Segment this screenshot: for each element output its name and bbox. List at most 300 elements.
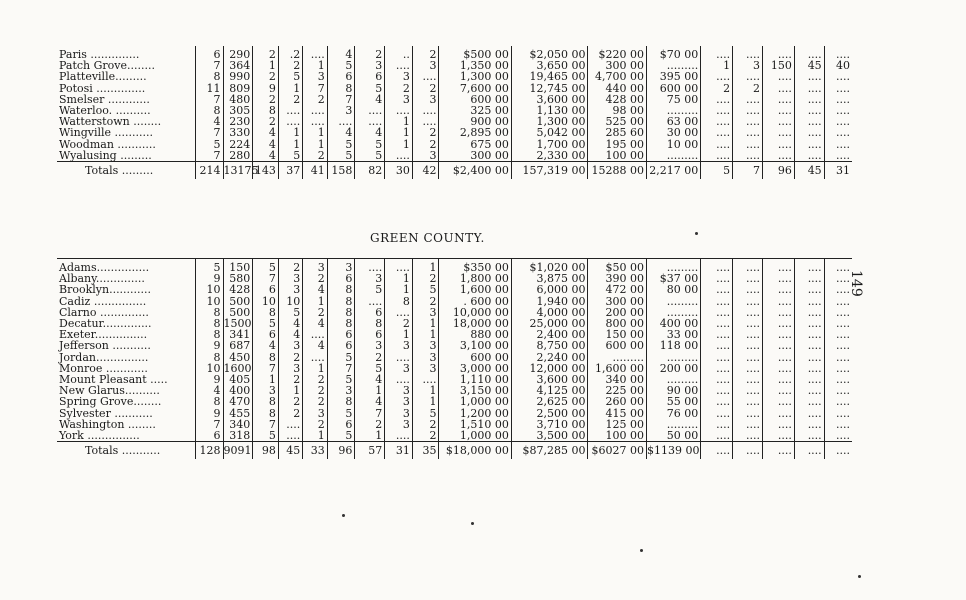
table-cell: $2,050 00 [511, 46, 588, 60]
table-cell: ......... [646, 419, 700, 430]
table-cell: 118 00 [646, 340, 700, 351]
table-cell: 2 [303, 396, 327, 407]
table-cell: .... [701, 127, 733, 138]
table-cell: 33 00 [646, 329, 700, 340]
table-cell: 3 [278, 273, 302, 284]
table-cell: 40 [824, 60, 852, 71]
table-cell: 6 [253, 329, 279, 340]
table-cell: .... [701, 352, 733, 363]
table-cell: 3,150 00 [439, 385, 511, 396]
table-row [57, 363, 852, 374]
table-cell: 9 [195, 273, 223, 284]
table-row [57, 318, 852, 329]
town-name: Totals ........... [57, 442, 195, 460]
table-cell: 280 [223, 150, 253, 162]
table-cell: 7 [253, 273, 279, 284]
table-cell: .... [794, 273, 824, 284]
table-cell: 2 [303, 307, 327, 318]
table-cell: .... [762, 284, 794, 295]
table-cell: 6 [195, 46, 223, 60]
table-cell: .... [762, 127, 794, 138]
table-cell: 8 [253, 396, 279, 407]
table-cell: 2 [278, 408, 302, 419]
table-row [57, 396, 852, 407]
table-cell: 1,130 00 [511, 105, 588, 116]
table-cell: .... [733, 340, 763, 351]
table-cell: 5 [355, 83, 385, 94]
table-cell: 96 [762, 162, 794, 180]
table-cell: 5 [412, 408, 439, 419]
table-cell: 1 [278, 139, 302, 150]
table-row [57, 60, 852, 71]
table-cell: .... [303, 105, 327, 116]
table-cell: 3 [385, 94, 413, 105]
table-cell: 5 [195, 259, 223, 274]
table-cell: 5 [355, 363, 385, 374]
table-cell: 1,200 00 [439, 408, 511, 419]
town-name: Wingville ........... [59, 126, 153, 140]
table-cell: 1 [412, 329, 439, 340]
table-cell: .... [824, 385, 852, 396]
table-cell: .... [733, 408, 763, 419]
table-cell: .... [278, 430, 302, 442]
town-table-bottom [57, 258, 852, 459]
town-name: Monroe ............ [59, 361, 148, 375]
table-cell: .... [733, 284, 763, 295]
table-cell: 3 [733, 60, 763, 71]
table-cell: .... [355, 296, 385, 307]
table-cell: 580 [223, 273, 253, 284]
table-cell: 2 [278, 396, 302, 407]
table-cell: 7 [195, 127, 223, 138]
table-cell: .... [701, 273, 733, 284]
table-cell: 809 [223, 83, 253, 94]
table-cell: .... [794, 105, 824, 116]
table-cell: 10 [278, 296, 302, 307]
table-cell: 157,319 00 [511, 162, 588, 180]
table-cell: 3 [327, 259, 355, 274]
table-cell: 2 [412, 273, 439, 284]
table-cell: 2 [412, 127, 439, 138]
table-cell: .... [733, 46, 763, 60]
table-row [57, 273, 852, 284]
table-cell: 1 [385, 127, 413, 138]
table-cell: .... [733, 363, 763, 374]
table-cell: 4 [195, 385, 223, 396]
table-cell: 8 [355, 318, 385, 329]
table-cell: 4 [303, 340, 327, 351]
table-cell: 1 [355, 385, 385, 396]
table-cell: 8 [385, 296, 413, 307]
town-name: Watterstown ........ [59, 115, 162, 129]
table-cell: 6,000 00 [511, 284, 588, 295]
table-cell: 1,110 00 [439, 374, 511, 385]
table-cell: 3,500 00 [511, 430, 588, 442]
town-name: Totals ......... [57, 162, 195, 180]
table-cell: 10 [195, 296, 223, 307]
table-cell: 3 [355, 273, 385, 284]
table-cell: 1 [303, 363, 327, 374]
table-cell: 2 [303, 419, 327, 430]
table-cell: 1 [385, 116, 413, 127]
table-cell: 50 00 [646, 430, 700, 442]
town-name: Brooklyn............ [59, 283, 152, 297]
table-cell: .... [762, 318, 794, 329]
table-cell: 7 [195, 150, 223, 162]
table-cell: $18,000 00 [439, 442, 511, 460]
table-cell: .... [794, 329, 824, 340]
table-cell: 5 [253, 318, 279, 329]
table-cell: .... [278, 419, 302, 430]
table-cell: 3,600 00 [511, 94, 588, 105]
table-row [57, 83, 852, 94]
table-cell: 285 60 [588, 127, 647, 138]
table-cell: 3 [385, 385, 413, 396]
table-cell: . 600 00 [439, 296, 511, 307]
table-cell: .... [701, 116, 733, 127]
table-cell: 8 [195, 396, 223, 407]
table-cell: .... [824, 329, 852, 340]
table-cell: 3 [278, 284, 302, 295]
table-cell: .... [733, 318, 763, 329]
table-cell: 2 [303, 273, 327, 284]
table-row [57, 94, 852, 105]
table-cell: .... [733, 396, 763, 407]
table-cell: 1 [253, 60, 279, 71]
table-cell: 7 [327, 363, 355, 374]
table-cell: 100 00 [588, 430, 647, 442]
table-cell: 1 [303, 430, 327, 442]
table-cell: 405 [223, 374, 253, 385]
table-cell: 2 [303, 385, 327, 396]
table-cell: 1600 [223, 361, 252, 375]
table-cell: .... [824, 284, 852, 295]
table-cell: .... [355, 105, 385, 116]
table-cell: 2 [253, 116, 279, 127]
table-cell: 900 00 [439, 116, 511, 127]
table-cell: 3 [385, 396, 413, 407]
table-cell: 1,940 00 [511, 296, 588, 307]
table-cell: 5 [327, 60, 355, 71]
table-cell: 3 [412, 363, 439, 374]
table-row [57, 329, 852, 340]
table-cell: 2 [253, 94, 279, 105]
table-cell: 8,750 00 [511, 340, 588, 351]
table-cell: .... [824, 296, 852, 307]
table-cell: .... [733, 273, 763, 284]
table-cell: 7 [253, 363, 279, 374]
table-cell: 96 [327, 442, 355, 460]
table-cell: 125 00 [588, 419, 647, 430]
table-cell: 428 00 [588, 94, 647, 105]
table-cell: 1 [412, 318, 439, 329]
table-cell: .... [794, 419, 824, 430]
table-cell: 675 00 [439, 139, 511, 150]
table-cell: $50 00 [588, 259, 647, 274]
table-cell: .... [278, 105, 302, 116]
table-cell: .... [701, 408, 733, 419]
table-cell: .... [701, 430, 733, 442]
table-cell: .... [701, 419, 733, 430]
table-cell: .... [733, 71, 763, 82]
table-row [57, 374, 852, 385]
table-cell: 4,125 00 [511, 385, 588, 396]
table-cell: .... [762, 396, 794, 407]
table-cell: 1 [385, 139, 413, 150]
table-cell: 5 [327, 374, 355, 385]
town-name: New Glarus.......... [59, 384, 160, 398]
table-cell: 325 00 [439, 105, 511, 116]
table-cell: 10,000 00 [439, 307, 511, 318]
table-cell: $37 00 [646, 273, 700, 284]
table-row [57, 284, 852, 295]
table-cell: 63 00 [646, 116, 700, 127]
table-cell: 4 [355, 396, 385, 407]
table-cell: .... [794, 71, 824, 82]
table-cell: .... [762, 71, 794, 82]
table-cell: 3,650 00 [511, 60, 588, 71]
table-cell: 8 [253, 105, 279, 116]
table-cell: 600 00 [588, 340, 647, 351]
table-cell: .... [733, 329, 763, 340]
table-row [57, 150, 852, 162]
table-cell: 6 [253, 284, 279, 295]
table-cell: .... [762, 94, 794, 105]
table-row [57, 352, 852, 363]
table-cell: .... [762, 83, 794, 94]
table-cell: .... [824, 363, 852, 374]
table-cell: 45 [794, 162, 824, 180]
table-cell: 6 [355, 71, 385, 82]
ink-speck [342, 514, 345, 517]
table-cell: 400 [223, 385, 253, 396]
table-cell: 2 [701, 83, 733, 94]
table-cell: 200 00 [646, 363, 700, 374]
table-cell: 1,300 00 [511, 116, 588, 127]
table-cell: .... [762, 259, 794, 274]
table-cell: 1 [253, 374, 279, 385]
table-cell: 5 [253, 430, 279, 442]
table-cell: 6 [327, 329, 355, 340]
table-cell: 8 [195, 71, 223, 82]
table-cell: 5 [327, 408, 355, 419]
table-cell: .... [762, 374, 794, 385]
table-cell: 2 [412, 83, 439, 94]
table-cell: 2 [253, 71, 279, 82]
table-cell: 3 [385, 363, 413, 374]
table-cell: 35 [412, 442, 439, 460]
table-cell: 1 [303, 60, 327, 71]
town-name: Mount Pleasant ..... [59, 373, 168, 387]
totals-row [57, 162, 852, 180]
table-cell: 8 [327, 296, 355, 307]
table-cell: .... [701, 442, 733, 460]
table-cell: 3 [412, 352, 439, 363]
table-cell: .... [794, 116, 824, 127]
table-cell: 5 [355, 150, 385, 162]
table-row [57, 385, 852, 396]
table-cell: .... [701, 296, 733, 307]
table-cell: 1 [701, 60, 733, 71]
table-cell: .... [824, 116, 852, 127]
table-cell: 1 [278, 83, 302, 94]
table-cell: 2 [278, 374, 302, 385]
table-cell: 10 00 [646, 139, 700, 150]
table-cell: .... [794, 139, 824, 150]
table-cell: 880 00 [439, 329, 511, 340]
table-cell: .... [794, 296, 824, 307]
table-cell: 6 [195, 430, 223, 442]
table-cell: $70 00 [646, 46, 700, 60]
table-cell: 3 [327, 385, 355, 396]
table-cell: 3 [355, 60, 385, 71]
table-cell: .... [794, 307, 824, 318]
table-cell: 2 [355, 352, 385, 363]
table-cell: .... [733, 105, 763, 116]
table-cell: 100 00 [588, 150, 647, 162]
table-cell: 4 [253, 340, 279, 351]
table-cell: $350 00 [439, 259, 511, 274]
table-cell: 5 [278, 150, 302, 162]
table-cell: 800 00 [588, 318, 647, 329]
table-cell: .2 [278, 46, 302, 60]
table-cell: .... [762, 340, 794, 351]
table-cell: 8 [253, 307, 279, 318]
table-cell: 1 [385, 273, 413, 284]
table-row [57, 105, 852, 116]
table-cell: 340 00 [588, 374, 647, 385]
table-cell: 1,300 00 [439, 71, 511, 82]
table-cell: 3 [385, 71, 413, 82]
table-cell: .... [762, 116, 794, 127]
table-cell: .... [385, 374, 413, 385]
table-cell: 3,000 00 [439, 363, 511, 374]
table-cell: 2 [278, 94, 302, 105]
table-cell: 2 [303, 374, 327, 385]
table-cell: .... [762, 352, 794, 363]
table-cell: .... [824, 430, 852, 442]
table-cell: 11 [195, 83, 223, 94]
table-cell: .... [701, 340, 733, 351]
table-cell: .... [824, 307, 852, 318]
table-cell: 3 [385, 419, 413, 430]
table-cell: .... [355, 259, 385, 274]
table-cell: .... [701, 139, 733, 150]
table-cell: 230 [223, 116, 253, 127]
table-cell: .... [701, 307, 733, 318]
table-cell: 2 [253, 46, 279, 60]
table-cell: 1 [303, 296, 327, 307]
table-cell: 8 [195, 307, 223, 318]
table-row [57, 116, 852, 127]
table-cell: ......... [646, 105, 700, 116]
table-cell: 4 [355, 374, 385, 385]
table-cell: 90 00 [646, 385, 700, 396]
table-cell: 55 00 [646, 396, 700, 407]
table-cell: 31 [824, 162, 852, 180]
table-cell: .... [733, 385, 763, 396]
table-cell: 2 [385, 83, 413, 94]
table-cell: 2 [412, 419, 439, 430]
town-name: Spring Grove........ [59, 395, 162, 409]
table-cell: 2,895 00 [439, 127, 511, 138]
table-cell: 9 [253, 83, 279, 94]
table-cell: 7 [355, 408, 385, 419]
town-name: Potosi .............. [59, 81, 146, 95]
table-cell: ......... [646, 296, 700, 307]
table-cell: .... [701, 385, 733, 396]
table-cell: 7 [195, 419, 223, 430]
table-cell: 10 [195, 363, 223, 374]
table-cell: .... [733, 259, 763, 274]
table-cell: 158 [327, 162, 355, 180]
table-cell: .... [824, 396, 852, 407]
table-cell: 2 [412, 46, 439, 60]
table-cell: 4 [327, 127, 355, 138]
table-cell: .... [762, 296, 794, 307]
table-cell: 12,000 00 [511, 363, 588, 374]
table-cell: 2,400 00 [511, 329, 588, 340]
table-cell: 2 [733, 83, 763, 94]
ink-speck [695, 232, 698, 235]
table-cell: .... [824, 442, 852, 460]
table-cell: 1500 [223, 317, 252, 331]
table-cell: 5 [327, 352, 355, 363]
table-cell: 45 [278, 442, 302, 460]
table-cell: 2 [278, 352, 302, 363]
table-cell: .... [385, 60, 413, 71]
town-name: Sylvester ........... [59, 406, 153, 420]
table-cell: 6 [327, 419, 355, 430]
table-cell: 290 [223, 46, 253, 60]
town-name: Decatur.............. [59, 317, 152, 331]
table-cell: 98 00 [588, 105, 647, 116]
table-cell: 428 [223, 284, 253, 295]
table-row [57, 71, 852, 82]
table-cell: .... [701, 71, 733, 82]
table-cell: .... [762, 105, 794, 116]
table-cell: .... [824, 318, 852, 329]
table-cell: .... [824, 83, 852, 94]
table-cell: .... [824, 94, 852, 105]
table-cell: ......... [646, 259, 700, 274]
table-cell: .... [412, 116, 439, 127]
table-cell: 9 [195, 340, 223, 351]
table-cell: 30 00 [646, 127, 700, 138]
table-cell: ......... [646, 307, 700, 318]
table-cell: .... [824, 273, 852, 284]
town-name: Patch Grove........ [59, 59, 155, 73]
table-cell: 3,875 00 [511, 273, 588, 284]
table-cell: 6 [327, 340, 355, 351]
table-cell: 5 [195, 139, 223, 150]
table-cell: 7 [733, 162, 763, 180]
table-cell: 330 [223, 127, 253, 138]
table-cell: 3 [412, 340, 439, 351]
table-cell: 4 [195, 116, 223, 127]
table-cell: 500 [223, 296, 253, 307]
table-cell: 10 [195, 284, 223, 295]
table-cell: 6 [355, 329, 385, 340]
table-cell: .... [824, 105, 852, 116]
table-cell: 500 [223, 307, 253, 318]
table-cell: 1 [385, 329, 413, 340]
table-cell: 13175 [223, 162, 253, 180]
ink-speck [471, 522, 474, 525]
table-cell: 480 [223, 94, 253, 105]
table-cell: 4,700 00 [588, 71, 647, 82]
table-cell: 2 [412, 139, 439, 150]
